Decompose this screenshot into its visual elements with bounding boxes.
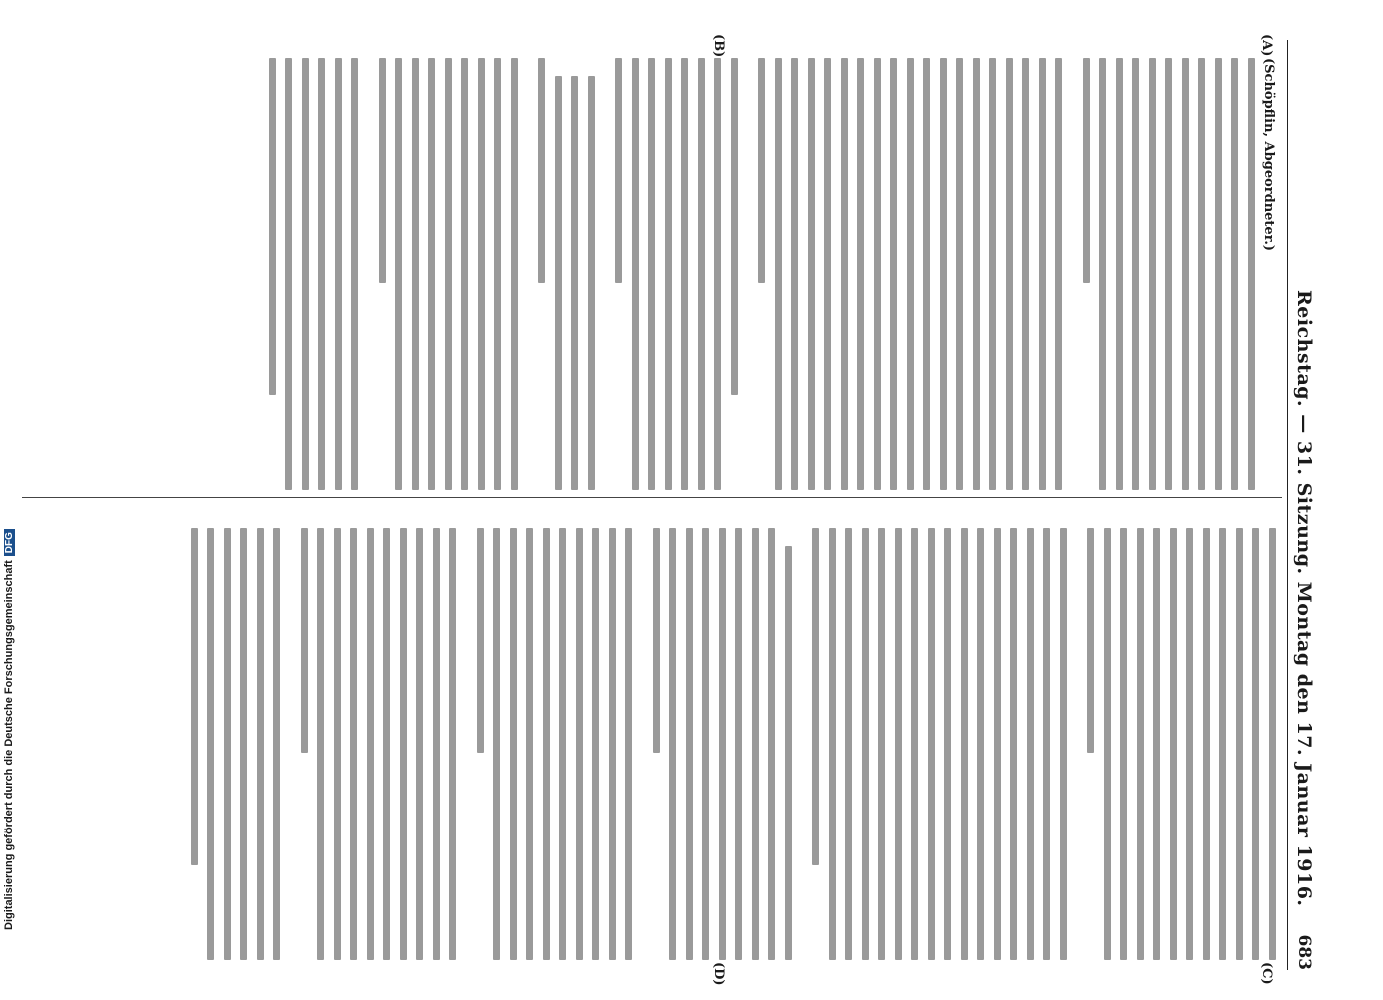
text-line [539,58,546,283]
text-line [808,58,815,490]
text-line [841,58,848,490]
text-line [862,528,869,960]
margin-marker-c: (C) [1259,962,1274,985]
text-line [593,528,600,960]
text-line [1182,58,1189,490]
left-column [260,58,1277,490]
text-line [736,528,743,960]
text-line [1104,528,1111,960]
text-line [879,528,886,960]
right-column [182,528,1277,960]
text-line [450,528,457,960]
text-line [417,528,424,960]
text-line [670,528,677,960]
text-line [286,58,293,490]
text-line [891,58,898,490]
running-header [1287,40,1320,970]
text-line [334,528,341,960]
text-line [1166,58,1173,490]
text-line [924,58,931,490]
text-line [352,58,359,490]
text-line [269,58,276,395]
text-line [616,58,623,283]
text-line [1023,58,1030,490]
text-line [1121,528,1128,960]
text-line [945,528,952,960]
text-line [433,528,440,960]
text-line [543,528,550,960]
text-line [907,58,914,490]
text-line [1100,58,1107,490]
text-line [1154,528,1161,960]
text-line [302,58,309,490]
text-line [1056,58,1063,490]
text-line [813,528,820,865]
text-line [703,528,710,960]
text-line [978,528,985,960]
paragraph-gap [792,528,803,960]
text-line [1088,528,1095,753]
text-line [572,76,579,490]
text-line [1170,528,1177,960]
text-line [1027,528,1034,960]
text-line [1199,58,1206,490]
column-divider [22,497,1282,498]
text-line [874,58,881,490]
text-line [609,528,616,960]
paragraph-gap [633,528,644,960]
text-line [241,528,248,960]
text-line [478,58,485,490]
text-line [990,58,997,490]
text-line [759,58,766,283]
speaker-tag: (Schöpflin, Abgeordneter.) [1261,58,1276,252]
text-line [665,58,672,490]
text-line [682,58,689,490]
paragraph-gap [457,528,468,960]
text-line [1133,58,1140,490]
text-line [1006,58,1013,490]
text-line [412,58,419,490]
text-line [510,528,517,960]
text-line [318,528,325,960]
text-line [928,528,935,960]
funding-note [3,170,19,930]
left-column-text [269,58,1255,490]
text-line [626,528,633,960]
text-line [912,528,919,960]
text-line [785,546,792,960]
text-line [335,58,342,490]
text-line [379,58,386,283]
text-line [698,58,705,490]
text-line [1220,528,1227,960]
text-line [715,58,722,490]
text-line [527,528,534,960]
text-line [576,528,583,960]
text-line [940,58,947,490]
paragraph-gap [281,528,292,960]
text-line [1187,528,1194,960]
text-line [1116,58,1123,490]
text-line [719,528,726,960]
text-line [961,528,968,960]
page-number: 683 [1294,934,1314,970]
margin-marker-d: (D) [711,962,726,986]
text-line [1236,528,1243,960]
text-line [555,76,562,490]
text-line [588,76,595,490]
text-line [560,528,567,960]
text-line [957,58,964,490]
text-line [495,58,502,490]
text-line [825,58,832,490]
right-column-text [191,528,1276,960]
text-line [477,528,484,753]
text-line [1044,528,1051,960]
text-line [632,58,639,490]
text-line [1215,58,1222,490]
text-line [445,58,452,490]
text-line [769,528,776,960]
text-line [351,528,358,960]
text-line [1253,528,1260,960]
text-line [462,58,469,490]
text-line [494,528,501,960]
text-line [829,528,836,960]
text-line [191,528,198,865]
paragraph-gap [738,58,749,490]
funding-note-text: Digitalisierung gefördert durch die Deutsche Forschungsgemeinschaft [3,560,15,930]
text-line [319,58,326,490]
text-line [384,528,391,960]
text-line [858,58,865,490]
text-line [1203,528,1210,960]
text-line [686,528,693,960]
paragraph-gap [1063,58,1074,490]
text-line [511,58,518,490]
text-line [396,58,403,490]
text-line [1248,58,1255,490]
dfg-logo: DFG [4,529,15,556]
paragraph-gap [359,58,370,490]
text-line [257,528,264,960]
text-line [1011,528,1018,960]
running-head-text: Reichstag. — 31. Sitzung. Montag den 17. Januar 1916. [1293,290,1315,907]
text-line [649,58,656,490]
paragraph-gap [595,58,606,490]
text-line [1269,528,1276,960]
text-line [895,528,902,960]
text-line [208,528,215,960]
text-line [792,58,799,490]
text-line [429,58,436,490]
margin-marker-a: (A) [1259,34,1274,57]
text-line [1232,58,1239,490]
text-line [400,528,407,960]
text-line [1083,58,1090,283]
text-line [752,528,759,960]
text-line [653,528,660,753]
text-line [994,528,1001,960]
paragraph-gap [518,58,529,490]
paragraph-gap [1067,528,1078,960]
margin-marker-b: (B) [711,34,726,58]
text-line [1137,528,1144,960]
text-line [775,58,782,490]
text-line [1149,58,1156,490]
text-line [1060,528,1067,960]
text-line [224,528,231,960]
text-line [846,528,853,960]
text-line [301,528,308,753]
text-line [367,528,374,960]
text-line [274,528,281,960]
text-line [731,58,738,395]
text-line [973,58,980,490]
text-line [1039,58,1046,490]
